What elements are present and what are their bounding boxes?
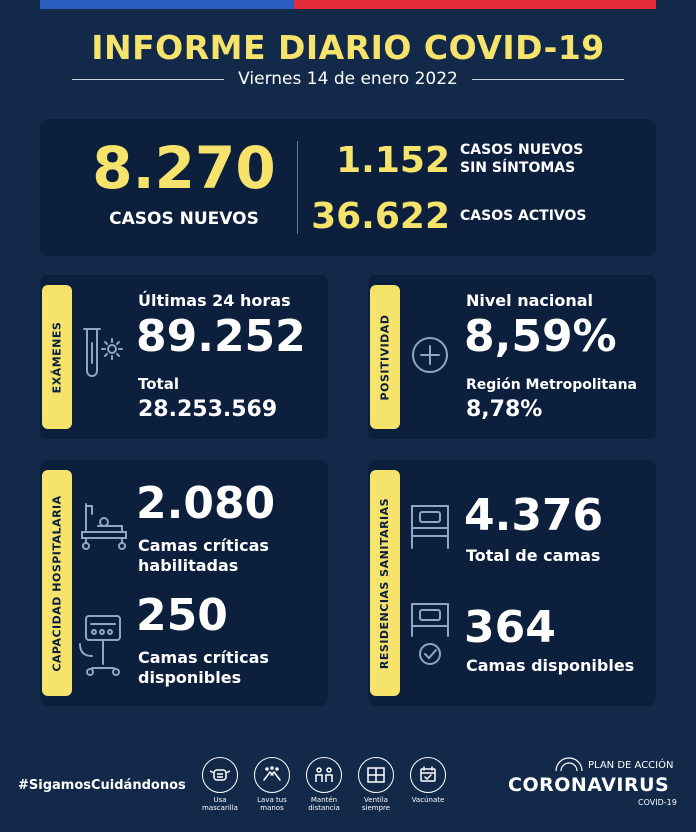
exams-total-label: Total (138, 375, 179, 393)
mask-caption-line2: mascarilla (202, 803, 238, 812)
logo-sub: COVID-19 (638, 798, 677, 807)
positivity-tag (370, 285, 400, 429)
exams-last24-label: Últimas 24 horas (138, 291, 291, 310)
hospital-available-label-line1: Camas críticas (138, 648, 269, 667)
distance-icon (306, 757, 342, 793)
positivity-card (368, 275, 656, 439)
national-value: 8,59% (464, 311, 617, 362)
exams-card (40, 275, 328, 439)
mask-caption (202, 797, 238, 812)
hospital-enabled-value: 2.080 (136, 478, 276, 529)
active-cases-value: 36.622 (311, 196, 450, 237)
divider-line-right (472, 79, 624, 80)
rm-label: Región Metropolitana (466, 377, 637, 393)
asymptomatic-label-line2: SIN SÍNTOMAS (460, 160, 576, 177)
asymptomatic-label-line1: CASOS NUEVOS (460, 142, 584, 158)
hospital-tag-label: CAPACIDAD HOSPITALARIA (50, 494, 64, 672)
hands-caption (257, 797, 287, 812)
hands-caption-line1: Lava tus (257, 796, 287, 804)
mask-icon (202, 757, 238, 793)
residences-total-label: Total de camas (466, 546, 601, 565)
report-title: INFORME DIARIO COVID-19 (91, 28, 605, 67)
hospital-bed-icon (76, 500, 132, 556)
distance-caption (308, 797, 340, 812)
residences-tag (370, 470, 400, 696)
new-cases-value: 8.270 (92, 134, 276, 202)
national-label: Nivel nacional (466, 291, 594, 310)
window-item (356, 757, 396, 812)
hands-icon (254, 757, 290, 793)
hospital-available-label-line2: disponibles (138, 668, 242, 687)
asymptomatic-value: 1.152 (336, 140, 450, 181)
mask-caption-line1: Usa (213, 796, 227, 804)
residences-total-value: 4.376 (464, 490, 604, 541)
positivity-tag-label: POSITIVIDAD (378, 314, 392, 400)
bed-check-icon (406, 600, 454, 666)
residences-available-value: 364 (464, 602, 556, 653)
hashtag: #SigamosCuidándonos (18, 778, 186, 793)
asymptomatic-label (460, 141, 583, 177)
rm-value: 8,78% (466, 397, 543, 422)
exams-total-value: 28.253.569 (138, 397, 278, 422)
mask-item (200, 757, 240, 812)
hospital-available-value: 250 (136, 590, 228, 641)
residences-tag-label: RESIDENCIAS SANITARIAS (378, 497, 392, 669)
window-icon (358, 757, 394, 793)
flag-stripe (40, 0, 656, 9)
hospital-enabled-label (138, 536, 269, 576)
flag-red (294, 0, 656, 9)
hospital-card (40, 460, 328, 706)
exams-tag-label: EXÁMENES (50, 321, 64, 393)
distance-item (304, 757, 344, 812)
exams-tag (42, 285, 72, 429)
vaccine-caption-line1: Vacúnate (411, 796, 445, 804)
vaccine-icon (410, 757, 446, 793)
window-caption-line2: siempre (361, 803, 391, 812)
window-caption (362, 797, 390, 812)
prevention-icons (200, 757, 448, 812)
hospital-tag (42, 470, 72, 696)
summary-divider (297, 141, 298, 234)
hospital-enabled-label-line1: Camas críticas (138, 536, 269, 555)
summary-card (40, 119, 656, 256)
hands-item (252, 757, 292, 812)
active-cases-label: CASOS ACTIVOS (460, 208, 587, 224)
ventilator-icon (76, 610, 132, 678)
hospital-enabled-label-line2: habilitadas (138, 556, 239, 575)
logo-name: CORONAVIRUS (508, 774, 670, 796)
logo-plan-text: PLAN DE ACCIÓN (588, 760, 674, 771)
residences-available-label: Camas disponibles (466, 656, 635, 675)
divider-line-left (72, 79, 224, 80)
test-tube-icon (76, 323, 128, 389)
distance-caption-line2: distancia (308, 803, 340, 812)
logo-emblem-icon (554, 756, 584, 772)
bed-icon (406, 502, 454, 552)
plus-circle-icon (410, 335, 450, 375)
residences-card (368, 460, 656, 706)
date-row (72, 69, 624, 89)
vaccine-item (408, 757, 448, 812)
flag-blue (40, 0, 294, 9)
new-cases-label: CASOS NUEVOS (109, 209, 259, 229)
vaccine-caption (412, 797, 445, 805)
report-date: Viernes 14 de enero 2022 (238, 69, 458, 89)
hospital-available-label (138, 648, 269, 688)
hands-caption-line2: manos (260, 803, 284, 812)
exams-last24-value: 89.252 (136, 311, 306, 362)
window-caption-line1: Ventila (364, 796, 388, 804)
distance-caption-line1: Mantén (310, 796, 338, 804)
